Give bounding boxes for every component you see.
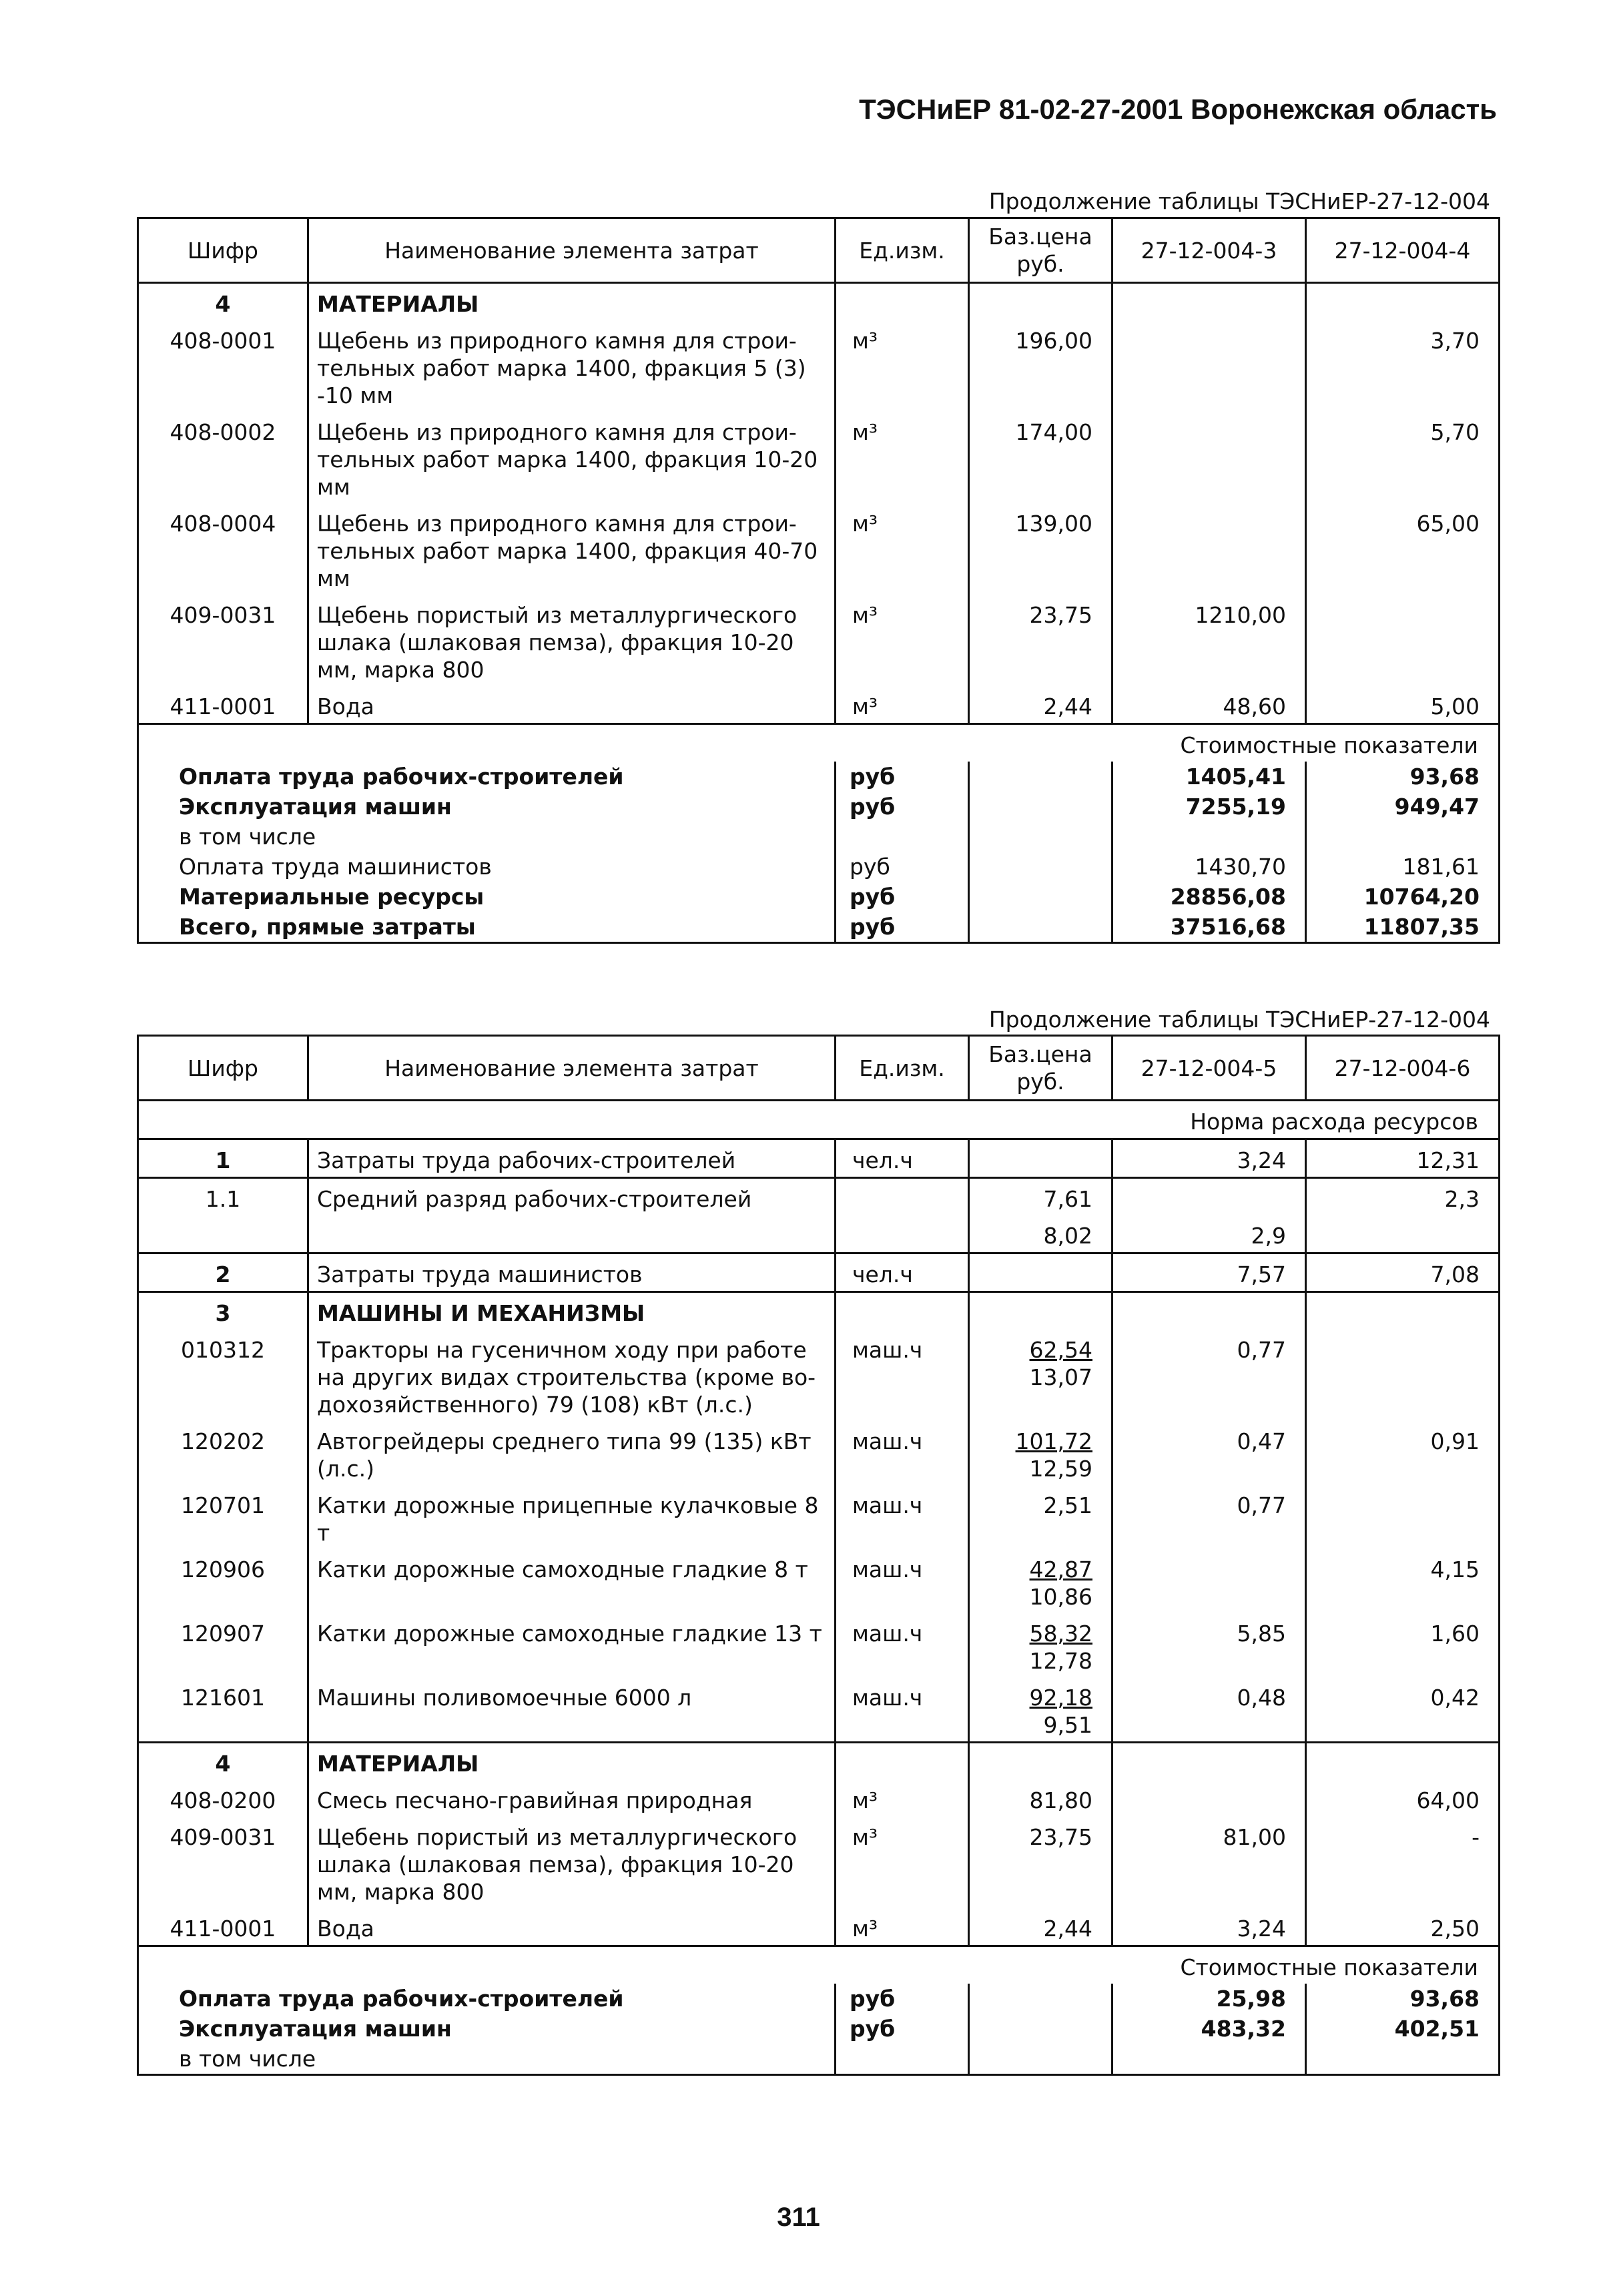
row-v1: 81,00 — [1112, 1817, 1306, 1908]
table-row — [138, 320, 1500, 412]
table-row — [138, 412, 1500, 503]
col-price: Баз.цена руб. — [969, 218, 1112, 283]
row-v1: 2,9 — [1112, 1215, 1306, 1253]
price-total: 101,72 — [1015, 1428, 1092, 1454]
summary-unit: руб — [836, 882, 969, 912]
table-row — [138, 503, 1500, 595]
empty-cell — [969, 882, 1112, 912]
summary-unit — [836, 2044, 969, 2075]
section-code: 4 — [138, 1743, 308, 1781]
row-code: 411-0001 — [138, 1908, 308, 1946]
table1 — [137, 217, 1500, 944]
row-v1: 48,60 — [1112, 686, 1306, 724]
price-total: 42,87 — [1029, 1556, 1092, 1583]
row-v2: 0,42 — [1306, 1677, 1500, 1743]
document-header: ТЭСНиЕР 81-02-27-2001 Воронежская область — [859, 93, 1497, 125]
empty-cell — [969, 2044, 1112, 2075]
empty-cell — [969, 762, 1112, 792]
summary-label: Оплата труда машинистов — [179, 854, 492, 880]
empty-cell — [969, 822, 1112, 852]
machine-row — [138, 1330, 1500, 1421]
summary-v2: 11807,35 — [1306, 912, 1500, 943]
summary-row — [138, 912, 1500, 943]
table1-body — [138, 283, 1500, 943]
row-code: 408-0004 — [138, 503, 308, 595]
row-unit: маш.ч — [836, 1549, 969, 1613]
row-unit — [836, 1215, 969, 1253]
summary-label: Эксплуатация машин — [179, 794, 452, 820]
empty-cell — [969, 912, 1112, 943]
row-unit: м³ — [836, 686, 969, 724]
row-v2: 65,00 — [1306, 503, 1500, 595]
summary-v2: 402,51 — [1306, 2014, 1500, 2044]
col-v1: 27-12-004-3 — [1112, 218, 1306, 283]
col-v2: 27-12-004-4 — [1306, 218, 1500, 283]
section-code: 3 — [138, 1292, 308, 1330]
band-label: Норма расхода ресурсов — [138, 1101, 1500, 1139]
row-name: Средний разряд рабочих-строителей — [308, 1178, 836, 1216]
summary-v1 — [1112, 822, 1306, 852]
summary-unit: руб — [836, 1984, 969, 2014]
summary-v1: 37516,68 — [1112, 912, 1306, 943]
row-unit: м³ — [836, 412, 969, 503]
page-number: 311 — [777, 2203, 820, 2232]
row-price: 23,75 — [969, 595, 1112, 686]
row-unit: маш.ч — [836, 1677, 969, 1743]
row-unit: маш.ч — [836, 1421, 969, 1485]
summary-label: в том числе — [179, 824, 316, 850]
row-price — [969, 1485, 1112, 1549]
row-name: Вода — [308, 686, 836, 724]
summary-v2 — [1306, 822, 1500, 852]
row-v1: 0,77 — [1112, 1485, 1306, 1549]
row-name: Вода — [308, 1908, 836, 1946]
row-name: Затраты труда машинистов — [308, 1253, 836, 1292]
empty-cell — [836, 1743, 969, 1781]
table-row — [138, 1139, 1500, 1178]
summary-v2: 93,68 — [1306, 762, 1500, 792]
row-v2: 4,15 — [1306, 1549, 1500, 1613]
price-machinist: 10,86 — [1029, 1584, 1092, 1610]
row-name — [308, 1215, 836, 1253]
row-v1: 1210,00 — [1112, 595, 1306, 686]
summary-row — [138, 762, 1500, 792]
row-v1 — [1112, 320, 1306, 412]
machine-row — [138, 1613, 1500, 1677]
row-v2: 12,31 — [1306, 1139, 1500, 1178]
summary-v1: 28856,08 — [1112, 882, 1306, 912]
table1-header-row — [138, 218, 1500, 283]
price-total: 2,51 — [1043, 1492, 1092, 1518]
price-machinist: 9,51 — [1043, 1712, 1092, 1738]
row-v1 — [1112, 1780, 1306, 1817]
machine-row — [138, 1677, 1500, 1743]
row-unit: м³ — [836, 1780, 969, 1817]
row-name: Смесь песчано-гравийная природная — [308, 1780, 836, 1817]
summary-v1: 1430,70 — [1112, 852, 1306, 882]
col-v2: 27-12-004-6 — [1306, 1036, 1500, 1101]
table2-body — [138, 1101, 1500, 2075]
summary-row — [138, 882, 1500, 912]
row-price: 196,00 — [969, 320, 1112, 412]
row-name: Щебень пористый из металлургического шлака (шлаковая пемза), фракция 10-20 мм, марка 800 — [308, 1817, 836, 1908]
summary-row — [138, 1984, 1500, 2014]
row-v2: 2,3 — [1306, 1178, 1500, 1216]
summary-label: Оплата труда рабочих-строителей — [179, 1986, 624, 2012]
summary-row — [138, 852, 1500, 882]
summary-label: Эксплуатация машин — [179, 2016, 452, 2042]
row-name: Машины поливомоечные 6000 л — [308, 1677, 836, 1743]
row-v1: 0,77 — [1112, 1330, 1306, 1421]
empty-cell — [1112, 283, 1306, 321]
row-name: Автогрейдеры среднего типа 99 (135) кВт (л.с.) — [308, 1421, 836, 1485]
row-price — [969, 1139, 1112, 1178]
row-unit: м³ — [836, 1817, 969, 1908]
band-row — [138, 724, 1500, 762]
row-v2: 5,00 — [1306, 686, 1500, 724]
row-unit — [836, 1178, 969, 1216]
price-machinist: 12,78 — [1029, 1648, 1092, 1674]
empty-cell — [969, 792, 1112, 822]
empty-cell — [1306, 283, 1500, 321]
table1-caption: Продолжение таблицы ТЭСНиЕР-27-12-004 — [988, 188, 1490, 214]
table2 — [137, 1035, 1500, 2076]
price-total: 92,18 — [1029, 1685, 1092, 1711]
row-code: 1 — [138, 1139, 308, 1178]
summary-label: Оплата труда рабочих-строителей — [179, 764, 624, 790]
section-row — [138, 1743, 1500, 1781]
row-v2: 5,70 — [1306, 412, 1500, 503]
col-unit: Ед.изм. — [836, 218, 969, 283]
table-row — [138, 1908, 1500, 1946]
row-code: 408-0001 — [138, 320, 308, 412]
row-unit: м³ — [836, 1908, 969, 1946]
row-code: 409-0031 — [138, 595, 308, 686]
row-code: 120907 — [138, 1613, 308, 1677]
summary-unit: руб — [836, 852, 969, 882]
row-v2: 3,70 — [1306, 320, 1500, 412]
col-code: Шифр — [138, 218, 308, 283]
price-machinist: 12,59 — [1029, 1456, 1092, 1482]
row-code: 120701 — [138, 1485, 308, 1549]
section-row — [138, 1292, 1500, 1330]
row-price: 2,44 — [969, 686, 1112, 724]
col-name: Наименование элемента затрат — [308, 218, 836, 283]
summary-v1: 483,32 — [1112, 2014, 1306, 2044]
row-price: 139,00 — [969, 503, 1112, 595]
row-v1: 0,48 — [1112, 1677, 1306, 1743]
row-price: 8,02 — [969, 1215, 1112, 1253]
band-row — [138, 1946, 1500, 1984]
row-v2: 64,00 — [1306, 1780, 1500, 1817]
empty-cell — [969, 1292, 1112, 1330]
summary-label: Материальные ресурсы — [179, 884, 485, 910]
row-price: 81,80 — [969, 1780, 1112, 1817]
summary-label: Всего, прямые затраты — [138, 912, 836, 943]
row-v2: 2,50 — [1306, 1908, 1500, 1946]
empty-cell — [1306, 1292, 1500, 1330]
row-v1 — [1112, 1549, 1306, 1613]
section-row — [138, 283, 1500, 321]
row-price — [969, 1253, 1112, 1292]
row-name: Щебень из природного камня для строи-тельных работ марка 1400, фракция 10-20 мм — [308, 412, 836, 503]
table-row — [138, 1817, 1500, 1908]
row-code: 2 — [138, 1253, 308, 1292]
col-price: Баз.цена руб. — [969, 1036, 1112, 1101]
empty-cell — [969, 852, 1112, 882]
row-unit: чел.ч — [836, 1139, 969, 1178]
row-name: Щебень пористый из металлургического шлака (шлаковая пемза), фракция 10-20 мм, марка 800 — [308, 595, 836, 686]
row-code: 409-0031 — [138, 1817, 308, 1908]
row-name: Катки дорожные самоходные гладкие 8 т — [308, 1549, 836, 1613]
summary-v2: 181,61 — [1306, 852, 1500, 882]
price-total: 62,54 — [1029, 1337, 1092, 1363]
summary-unit: руб — [836, 792, 969, 822]
row-code — [138, 1215, 308, 1253]
row-unit: м³ — [836, 595, 969, 686]
empty-cell — [1112, 1292, 1306, 1330]
summary-v1: 25,98 — [1112, 1984, 1306, 2014]
row-v1 — [1112, 503, 1306, 595]
summary-unit: руб — [836, 912, 969, 943]
table-row — [138, 1780, 1500, 1817]
row-v2 — [1306, 1485, 1500, 1549]
empty-cell — [836, 1292, 969, 1330]
section-name: МАШИНЫ И МЕХАНИЗМЫ — [308, 1292, 836, 1330]
table2-header-row — [138, 1036, 1500, 1101]
price-machinist: 13,07 — [1029, 1364, 1092, 1390]
row-code: 121601 — [138, 1677, 308, 1743]
section-code: 4 — [138, 283, 308, 321]
summary-v1 — [1112, 2044, 1306, 2075]
table-row — [138, 686, 1500, 724]
price-total: 58,32 — [1029, 1621, 1092, 1647]
row-v2 — [1306, 1330, 1500, 1421]
empty-cell — [836, 283, 969, 321]
row-unit: м³ — [836, 320, 969, 412]
row-v2 — [1306, 1215, 1500, 1253]
row-v1 — [1112, 1178, 1306, 1216]
summary-unit: руб — [836, 2014, 969, 2044]
machine-row — [138, 1421, 1500, 1485]
summary-row — [138, 822, 1500, 852]
row-name: Катки дорожные прицепные кулачковые 8 т — [308, 1485, 836, 1549]
row-name: Щебень из природного камня для строи-тельных работ марка 1400, фракция 40-70 мм — [308, 503, 836, 595]
row-v1: 0,47 — [1112, 1421, 1306, 1485]
table-row — [138, 1215, 1500, 1253]
table-row — [138, 1178, 1500, 1216]
row-unit: маш.ч — [836, 1330, 969, 1421]
band-label: Стоимостные показатели — [138, 724, 1500, 762]
summary-unit: руб — [836, 762, 969, 792]
row-v2: 7,08 — [1306, 1253, 1500, 1292]
band-label: Стоимостные показатели — [138, 1946, 1500, 1984]
empty-cell — [969, 1743, 1112, 1781]
row-name: Тракторы на гусеничном ходу при работе на других видах строительства (кроме во-дохозяйственного) 79 (108) кВт (л.с.) — [308, 1330, 836, 1421]
col-v1: 27-12-004-5 — [1112, 1036, 1306, 1101]
empty-cell — [1112, 1743, 1306, 1781]
row-v1: 5,85 — [1112, 1613, 1306, 1677]
empty-cell — [969, 1984, 1112, 2014]
section-name: МАТЕРИАЛЫ — [308, 1743, 836, 1781]
summary-unit — [836, 822, 969, 852]
band-row — [138, 1101, 1500, 1139]
row-code: 120906 — [138, 1549, 308, 1613]
row-price — [969, 1549, 1112, 1613]
table-row — [138, 595, 1500, 686]
summary-v2: 949,47 — [1306, 792, 1500, 822]
row-v2 — [1306, 595, 1500, 686]
table-row — [138, 1253, 1500, 1292]
col-code: Шифр — [138, 1036, 308, 1101]
row-price — [969, 1421, 1112, 1485]
col-name: Наименование элемента затрат — [308, 1036, 836, 1101]
row-unit: маш.ч — [836, 1485, 969, 1549]
empty-cell — [969, 2014, 1112, 2044]
row-price: 2,44 — [969, 1908, 1112, 1946]
row-code: 408-0002 — [138, 412, 308, 503]
row-price — [969, 1677, 1112, 1743]
row-price: 23,75 — [969, 1817, 1112, 1908]
row-code: 120202 — [138, 1421, 308, 1485]
summary-row — [138, 792, 1500, 822]
summary-v2 — [1306, 2044, 1500, 2075]
summary-v1: 1405,41 — [1112, 762, 1306, 792]
row-code: 010312 — [138, 1330, 308, 1421]
row-code: 1.1 — [138, 1178, 308, 1216]
row-price — [969, 1613, 1112, 1677]
summary-row — [138, 2014, 1500, 2044]
row-name: Катки дорожные самоходные гладкие 13 т — [308, 1613, 836, 1677]
row-name: Щебень из природного камня для строи-тельных работ марка 1400, фракция 5 (3) -10 мм — [308, 320, 836, 412]
summary-row — [138, 2044, 1500, 2075]
row-v2: 1,60 — [1306, 1613, 1500, 1677]
row-unit: чел.ч — [836, 1253, 969, 1292]
section-name: МАТЕРИАЛЫ — [308, 283, 836, 321]
machine-row — [138, 1549, 1500, 1613]
row-unit: маш.ч — [836, 1613, 969, 1677]
summary-v2: 93,68 — [1306, 1984, 1500, 2014]
row-code: 408-0200 — [138, 1780, 308, 1817]
summary-v1: 7255,19 — [1112, 792, 1306, 822]
row-price — [969, 1330, 1112, 1421]
empty-cell — [969, 283, 1112, 321]
empty-cell — [1306, 1743, 1500, 1781]
row-v1 — [1112, 412, 1306, 503]
row-v1: 3,24 — [1112, 1908, 1306, 1946]
row-code: 411-0001 — [138, 686, 308, 724]
row-v2: - — [1306, 1817, 1500, 1908]
table2-caption: Продолжение таблицы ТЭСНиЕР-27-12-004 — [988, 1007, 1490, 1033]
summary-label: в том числе — [138, 2044, 836, 2075]
row-name: Затраты труда рабочих-строителей — [308, 1139, 836, 1178]
row-price: 174,00 — [969, 412, 1112, 503]
row-v1: 3,24 — [1112, 1139, 1306, 1178]
col-unit: Ед.изм. — [836, 1036, 969, 1101]
row-v1: 7,57 — [1112, 1253, 1306, 1292]
row-unit: м³ — [836, 503, 969, 595]
row-price: 7,61 — [969, 1178, 1112, 1216]
machine-row — [138, 1485, 1500, 1549]
summary-v2: 10764,20 — [1306, 882, 1500, 912]
row-v2: 0,91 — [1306, 1421, 1500, 1485]
